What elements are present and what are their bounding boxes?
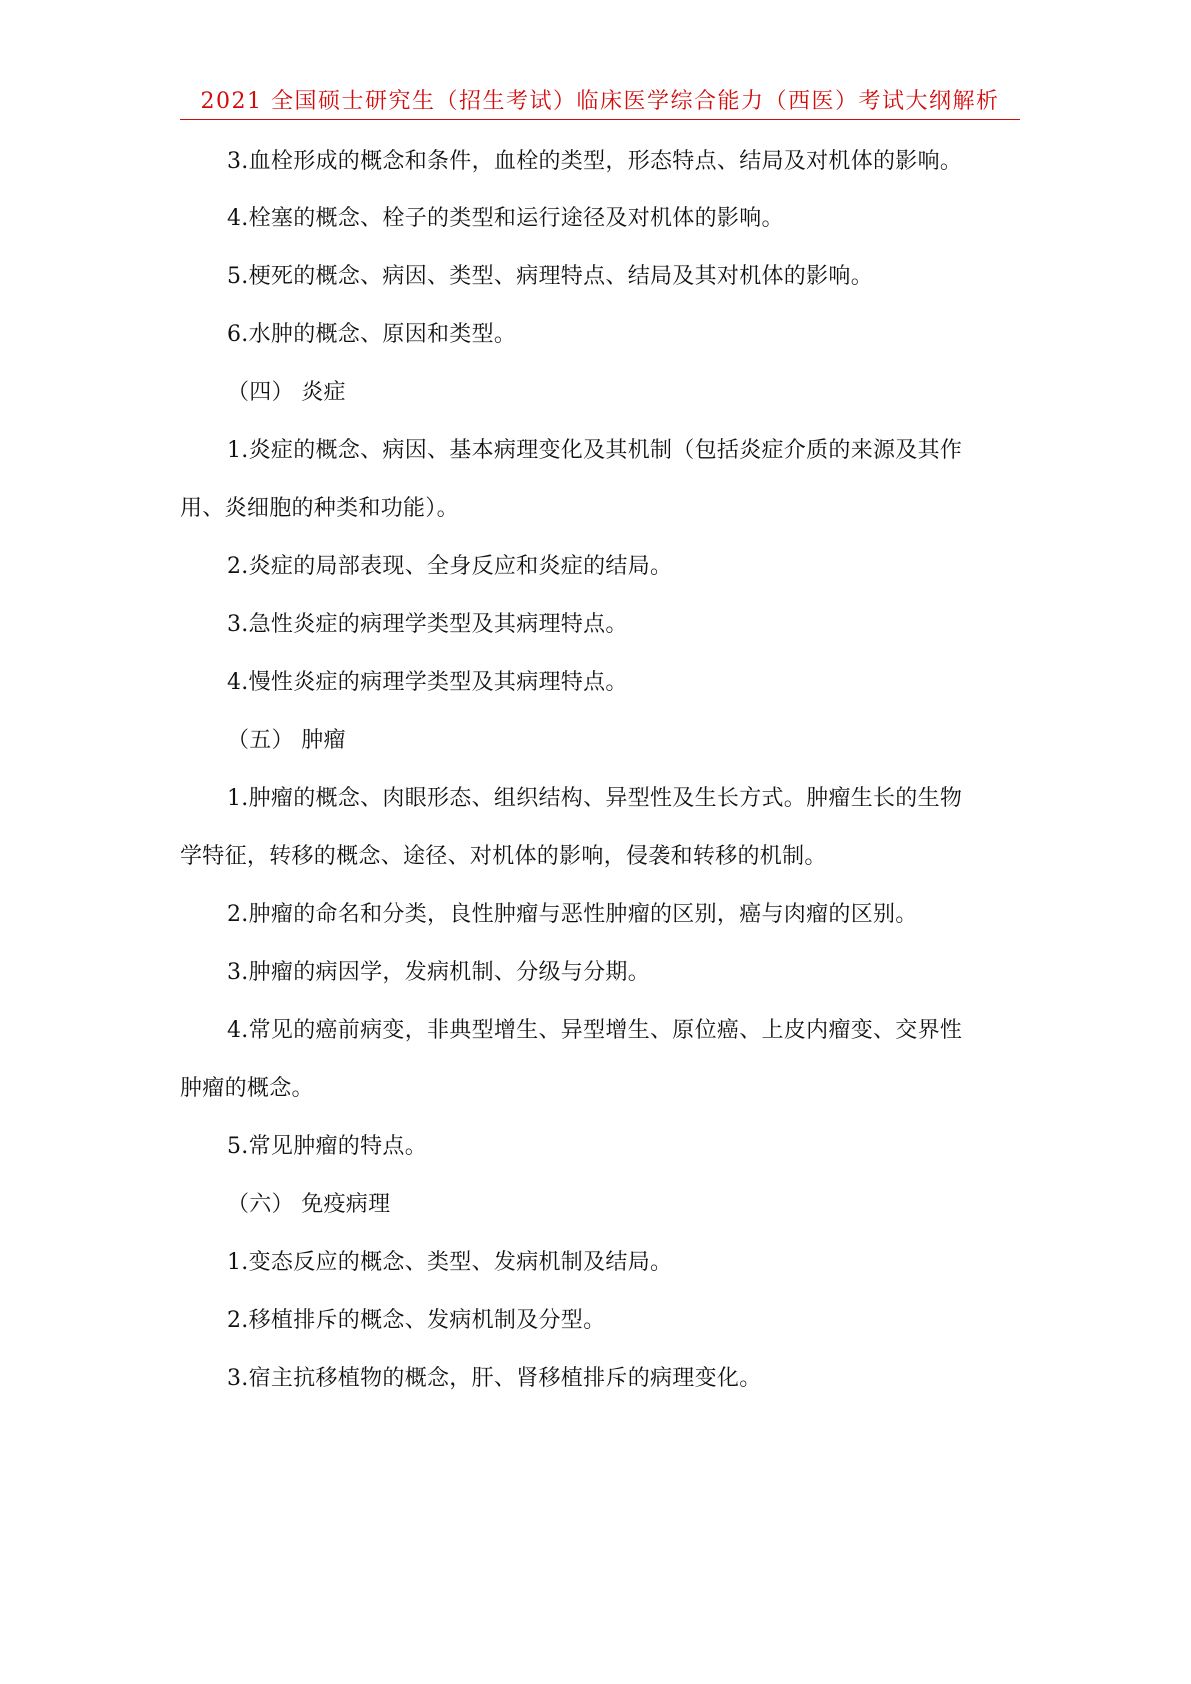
text-line: 2.炎症的局部表现、全身反应和炎症的结局。 — [227, 554, 673, 579]
text-line: 4.慢性炎症的病理学类型及其病理特点。 — [227, 670, 628, 695]
text-line: 4.栓塞的概念、栓子的类型和运行途径及对机体的影响。 — [227, 206, 784, 231]
text-line: 1.炎症的概念、病因、基本病理变化及其机制（包括炎症介质的来源及其作 — [227, 438, 963, 463]
text-line: 3.宿主抗移植物的概念，肝、肾移植排斥的病理变化。 — [227, 1366, 762, 1391]
text-line: 3.急性炎症的病理学类型及其病理特点。 — [227, 612, 628, 637]
text-line: 5.梗死的概念、病因、类型、病理特点、结局及其对机体的影响。 — [227, 264, 873, 289]
page-header-title: 2021 全国硕士研究生（招生考试）临床医学综合能力（西医）考试大纲解析 — [200, 89, 1000, 114]
header-divider — [180, 119, 1020, 120]
text-line: 3.血栓形成的概念和条件，血栓的类型，形态特点、结局及对机体的影响。 — [227, 149, 963, 174]
text-line: 肿瘤的概念。 — [180, 1076, 314, 1101]
section-heading: （六） 免疫病理 — [227, 1192, 391, 1217]
section-heading: （四） 炎症 — [227, 380, 346, 405]
text-line: 4.常见的癌前病变，非典型增生、异型增生、原位癌、上皮内瘤变、交界性 — [227, 1018, 963, 1043]
section-heading: （五） 肿瘤 — [227, 728, 346, 753]
text-line: 1.肿瘤的概念、肉眼形态、组织结构、异型性及生长方式。肿瘤生长的生物 — [227, 786, 963, 811]
text-line: 学特征，转移的概念、途径、对机体的影响，侵袭和转移的机制。 — [180, 844, 827, 869]
text-line: 2.移植排斥的概念、发病机制及分型。 — [227, 1308, 606, 1333]
text-line: 2.肿瘤的命名和分类，良性肿瘤与恶性肿瘤的区别，癌与肉瘤的区别。 — [227, 902, 918, 927]
text-line: 5.常见肿瘤的特点。 — [227, 1134, 427, 1159]
text-line: 1.变态反应的概念、类型、发病机制及结局。 — [227, 1250, 673, 1275]
text-line: 用、炎细胞的种类和功能）。 — [180, 496, 459, 521]
text-line: 6.水肿的概念、原因和类型。 — [227, 322, 517, 347]
text-line: 3.肿瘤的病因学，发病机制、分级与分期。 — [227, 960, 650, 985]
